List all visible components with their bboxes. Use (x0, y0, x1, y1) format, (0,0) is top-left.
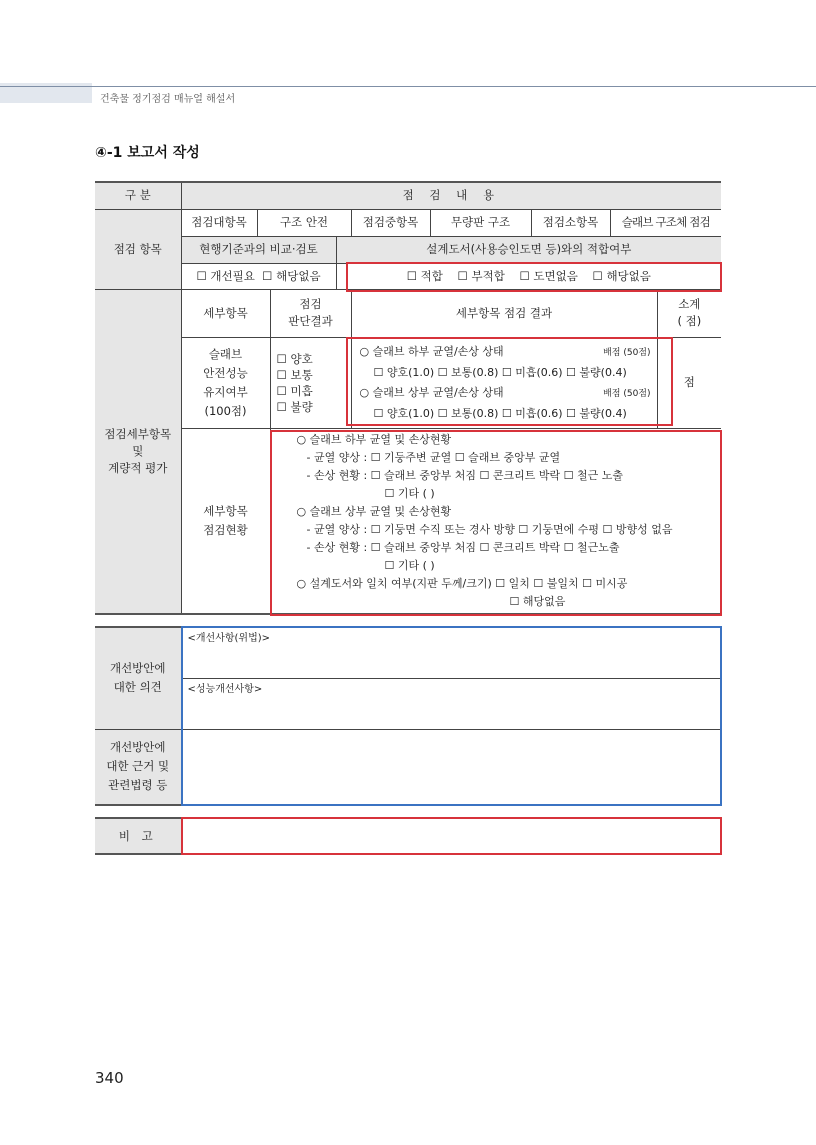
check-item-label: 점검 항목 (95, 209, 181, 289)
subtotal-unit: 점 (657, 337, 721, 428)
status-line-7[interactable]: - 손상 현황 : ☐ 슬래브 중앙부 처짐 ☐ 콘크리트 박락 ☐ 철근노출 (306, 540, 620, 554)
performance-label: <성능개선사항> (187, 683, 263, 695)
page-number: 340 (95, 1069, 124, 1087)
major-label: 점검대항목 (181, 209, 257, 236)
status-line-8[interactable]: ☐ 기타 ( ) (384, 558, 435, 572)
result-lower-options[interactable]: ☐ 양호(1.0) ☐ 보통(0.8) ☐ 미흡(0.6) ☐ 불량(0.4) (373, 365, 627, 379)
remarks-label: 비 고 (95, 818, 181, 854)
result-header: 세부항목 점검 결과 (351, 289, 657, 337)
detail-item-name: 슬래브 안전성능 유지여부 (100점) (181, 337, 270, 428)
result-highlight (346, 337, 673, 426)
judgment-options (270, 337, 351, 428)
status-highlight (270, 430, 722, 616)
header-content: 점 검 내 용 (181, 182, 721, 209)
status-line-9[interactable]: ○ 설계도서와 일치 여부(지판 두께/크기) ☐ 일치 ☐ 불일치 ☐ 미시공 (296, 576, 628, 590)
design-option-na[interactable]: ☐ 해당없음 (592, 268, 651, 283)
status-label: 세부항목 점검현황 (181, 428, 270, 614)
header-rule (0, 86, 816, 87)
result-upper-title: ○ 슬래브 상부 균열/손상 상태 (359, 385, 504, 399)
design-option-fit[interactable]: ☐ 적합 (406, 268, 443, 283)
design-label: 설계도서(사용승인도면 등)와의 적합여부 (336, 236, 721, 263)
status-line-1: ○ 슬래브 하부 균열 및 손상현황 (296, 432, 452, 446)
result-lower-note: 배점 (50점) (603, 347, 651, 358)
design-option-no-drawing[interactable]: ☐ 도면없음 (519, 268, 578, 283)
violation-label: <개선사항(위법)> (187, 633, 271, 644)
section-title: ④-1 보고서 작성 (95, 145, 200, 161)
detail-eval-label: 점검세부항목 및 계량적 평가 (95, 289, 181, 614)
header-category: 구 분 (95, 182, 181, 209)
result-lower-title: ○ 슬래브 하부 균열/손상 상태 (359, 344, 504, 358)
middle-value: 무량판 구조 (430, 209, 531, 236)
basis-label: 개선방안에 대한 근거 및 관련법령 등 (95, 729, 181, 805)
status-line-10[interactable]: ☐ 해당없음 (509, 594, 566, 608)
judgment-fair[interactable]: ☐ 보통 (276, 367, 313, 382)
middle-label: 점검중항목 (351, 209, 430, 236)
compare-label: 현행기준과의 비교·검토 (181, 236, 336, 263)
compare-option-na[interactable]: ☐ 해당없음 (262, 268, 321, 283)
minor-label: 점검소항목 (531, 209, 610, 236)
status-line-6[interactable]: - 균열 양상 : ☐ 기둥면 수직 또는 경사 방향 ☐ 기둥면에 수평 ☐ 방향성 없음 (306, 522, 673, 536)
status-line-5: ○ 슬래브 상부 균열 및 손상현황 (296, 504, 452, 518)
status-line-2[interactable]: - 균열 양상 : ☐ 기둥주변 균열 ☐ 슬래브 중앙부 균열 (306, 450, 561, 464)
minor-value: 슬래브 구조체 점검 (610, 209, 721, 236)
status-line-3[interactable]: - 손상 현황 : ☐ 슬래브 중앙부 처짐 ☐ 콘크리트 박락 ☐ 철근 노출 (306, 468, 623, 482)
judgment-header: 점검 판단결과 (270, 289, 351, 337)
judgment-poor[interactable]: ☐ 미흡 (276, 383, 313, 398)
compare-option-needed[interactable]: ☐ 개선필요 (196, 268, 255, 283)
judgment-bad[interactable]: ☐ 불량 (276, 399, 313, 414)
design-option-unfit[interactable]: ☐ 부적합 (457, 268, 505, 283)
improvement-highlight (181, 626, 722, 806)
opinion-label: 개선방안에 대한 의견 (95, 627, 181, 729)
major-value: 구조 안전 (257, 209, 351, 236)
judgment-good[interactable]: ☐ 양호 (276, 351, 313, 366)
detail-item-header: 세부항목 (181, 289, 270, 337)
design-fit-highlight (346, 262, 722, 292)
subtotal-header: 소계 ( 점) (657, 289, 721, 337)
running-title: 건축물 정기점검 매뉴얼 해설서 (100, 94, 236, 105)
status-line-4[interactable]: ☐ 기타 ( ) (384, 486, 435, 500)
result-upper-note: 배점 (50점) (603, 388, 651, 399)
result-upper-options[interactable]: ☐ 양호(1.0) ☐ 보통(0.8) ☐ 미흡(0.6) ☐ 불량(0.4) (373, 406, 627, 420)
remarks-highlight (181, 817, 722, 855)
